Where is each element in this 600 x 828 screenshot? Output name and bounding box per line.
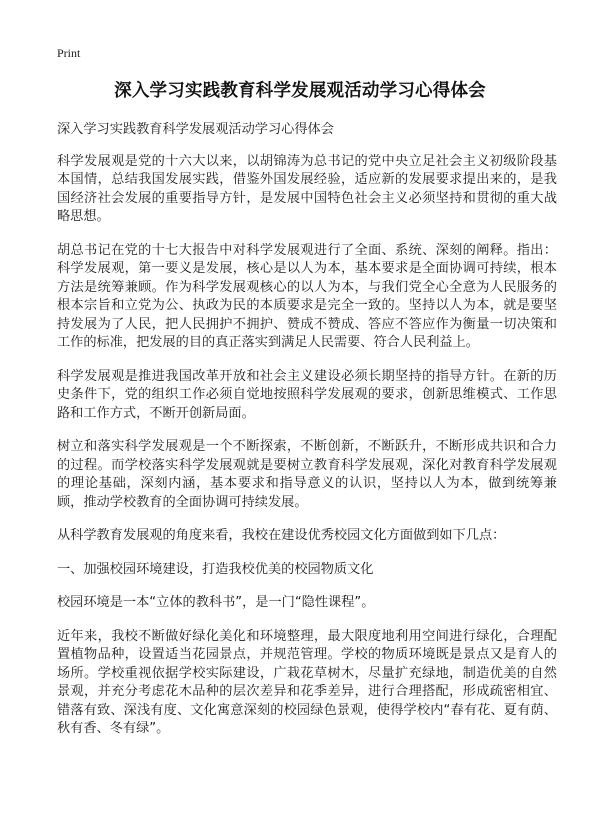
article-subtitle: 深入学习实践教育科学发展观活动学习心得体会: [57, 122, 334, 137]
paragraph: 校园环境是一本“立体的教科书”，是一门“隐性课程”。: [57, 595, 375, 610]
section-heading: 一、加强校园环境建设，打造我校优美的校园物质文化: [57, 561, 374, 577]
page-title: 深入学习实践教育科学发展观活动学习心得体会: [114, 81, 486, 101]
paragraph: 树立和落实科学发展观是一个不断探索，不断创新，不断跃升，不断形成共识和合力的过程。而学校落实科学发展观就是要树立教育科学发展观，深化对教育科学发展观的理论基础，深刻内涵，基本要求和指导意义的认识，坚持以人为本，做到统筹兼顾，推动学校教育的全面协调可持续发展。: [57, 439, 557, 510]
paragraph: 科学发展观是推进我国改革开放和社会主义建设必须长期坚持的指导方针。在新的历史条件下，党的组织工作必须自觉地按照科学发展观的要求，创新思维模式、工作思路和工作方式，不断开创新局面。: [57, 368, 557, 421]
paragraph: 从科学教育发展观的角度来看，我校在建设优秀校园文化方面做到如下几点：: [57, 528, 506, 543]
print-link[interactable]: Print: [57, 46, 81, 60]
paragraph: 科学发展观是党的十六大以来，以胡锦涛为总书记的党中央立足社会主义初级阶段基本国情，总结我国发展实践，借鉴外国发展经验，适应新的发展要求提出来的，是我国经济社会发展的重要指导方针，是发展中国特色社会主义必须坚持和贯彻的重大战略思想。: [57, 153, 557, 224]
paragraph: 近年来，我校不断做好绿化美化和环境整理，最大限度地利用空间进行绿化，合理配置植物品种，设置适当花园景点，并规范管理。学校的物质环境既是景点又是育人的场所。学校重视依据学校实际建设，广栽花草树木，尽量扩充绿地，制造优美的自然景观，并充分考虑花木品种的层次差异和花季差异，进行合理搭配，形成疏密相宜、错落有致、深浅有度、文化寓意深刻的校园绿色景观，使得学校内“春有花、夏有荫、秋有香、冬有绿”。: [57, 628, 557, 736]
article-body: [57, 121, 557, 754]
paragraph: 胡总书记在党的十七大报告中对科学发展观进行了全面、系统、深刻的阐释。指出：科学发展观，第一要义是发展，核心是以人为本，基本要求是全面协调可持续，根本方法是统筹兼顾。作为科学发展观核心的以人为本，与我们党全心全意为人民服务的根本宗旨和立党为公、执政为民的本质要求是完全一致的。坚持以人为本，就是要坚持发展为了人民，把人民拥护不拥护、赞成不赞成、答应不答应作为衡量一切决策和工作的标准，把发展的目的真正落实到满足人民需要、符合人民利益上。: [57, 242, 557, 350]
